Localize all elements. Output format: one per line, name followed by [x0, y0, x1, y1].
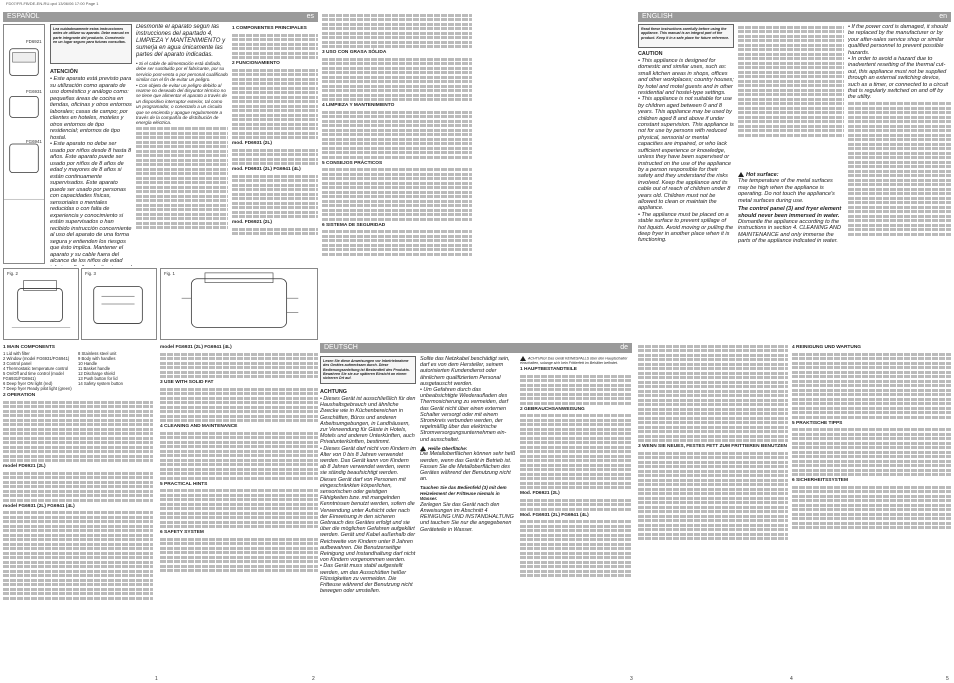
figure-1-label: Fig. 1 [164, 271, 175, 276]
en-column-3 [638, 48, 734, 338]
document-header-line: FD07/FR-FB/DE-EN-RU.qxd 13/06/06 17:00 Page 1 [6, 1, 99, 6]
component-6: 6 Deep fryer ON light (red) [3, 381, 53, 386]
hot-text: The temperature of the metal surfaces may be high when the appliance is operating. Do not touch the appliance's metal surfaces during use. [738, 178, 835, 204]
de-components-heading: 1 HAUPTBESTANDTEILE [520, 367, 577, 373]
component-14: 14 Safety system button [78, 381, 123, 386]
atencion-text: • Este aparato está previsto para su utilización como aparato de uso doméstico y análogo como: pequeñas áreas de cocina en tiendas, oficinas y otros entornos laborales; casas de campo; por clientes en hoteles, moteles y otros entornos de tipo residencial; entornos de tipo hostal. • Este aparato no debe ser usado por niños desde 8 hasta 8 años. Este aparato puede ser usado por niños de 8 años de edad y mayores de 8 años si están continuamente supervisados. Este aparato puede ser usado por personas con capacidades físicas, sensoriales o mentales reducidas o con falta de experiencia y conocimiento si están supervisados o han recibido instrucción concerniente al uso del aparato de una forma segura y entienden los riesgos que ésto implica. Mantener el aparato y su cable fuera del alcance de los niños de edad [50, 76, 132, 264]
component-5: 5 On/Off and time control (model FG6931/FG6941) [3, 371, 64, 381]
component-3: 3 Control panel [3, 361, 32, 366]
de-column-4 [638, 343, 788, 681]
mid-text: • Si el cable de alimentación está dañado, debe ser sustituido por el fabricante, por su servicio post-venta o por personal cualificado similar con el fin de evitar un peligro. • Con objeto de evitar un peligro debido al rearme no deseado del disyuntor térmico no se tiene que alimentar el aparato a través de un dispositivo interruptor exterior, tal como un programador, o conectarlo a un circuito que se encienda y apague regularmente a través de la compañía de distribución de energía eléctrica. [136, 61, 228, 126]
caution-text: • This appliance is designed for domestic and similar uses, such as: small kitchen areas in shops, offices and other workplaces; country houses; by hotel and motel guests and in other residential and hostel-type settings. • This appliance is not suitable for use by children aged between 0 and 8 years. This appliance may be used by children aged 8 and above if under constant supervision. This appliance is not for use by persons with reduced physical, sensorial or mental capacities are impaired, or who lack sufficient experience or knowledge, unless they have been supervised or instructed on the use of the appliance by a person responsible for their safety and they understand the risks involved. Keep the appliance and its cable out of reach of children under 8 years old. Children must not be allowed to clean or maintain the appliance. • The appliance must be placed on a stable surface to prevent spillage of hot liquids. Avoid moving or pulling the deep fryer in another place when it is functioning. [638, 58, 734, 244]
section-header-espanol [3, 12, 318, 22]
figure-2-label: Fig. 2 [7, 271, 18, 276]
mid-big-text: Desmonte el aparato según las instrucciones del apartado 4, LIMPIEZA Y MANTENIMIENTO y sumerja en agua únicamente las partes del aparato indicadas. [136, 24, 226, 58]
model-label-3: FG6941 [26, 139, 42, 144]
en-column-top-mid [738, 24, 844, 170]
component-12: 12 Discharge shield [78, 371, 115, 376]
clean-heading: 4 LIMPIEZA Y MANTENIMIENTO [322, 103, 395, 108]
page-number-1: 1 [155, 676, 158, 682]
en-components-heading: 1 MAIN COMPONENTS [3, 345, 55, 350]
component-9: 9 Body with handles [78, 356, 116, 361]
en-language-label: ENGLISH [642, 13, 673, 20]
de-model-2-heading: Mod. FG6931 (2L) FG6941 (4L) [520, 512, 589, 518]
achtung-text: • Dieses Gerät ist ausschließlich für den Haushaltsgebrauch und ähnliche Zwecke wie in Küchenbereichen in Geschäften, Büros und anderen Arbeitsumgebungen, in Landhäusern, zur Verwendung für Gäste in Hotels, Motels und anderen Unterkünften, auch Privatunterkünften, bestimmt. • Dieses Gerät darf nicht von Kindern im Alter von 0 bis 8 Jahren verwendet werden. Das Gerät kann von Kindern ab 8 Jahren verwendet werden, wenn sie ständig beaufsichtigt werden. Dieses Gerät darf von Personen mit eingeschränkten körperlichen, sensorischen oder geistigen Fähigkeiten bzw. mit mangelnden Kenntnissen benutzt werden, sofern die Verwendung unter Aufsicht oder nach der Einweisung in den sicheren Gebrauch des Gerätes erfolgt und sie über die möglichen Gefahren aufgeklärt werden. Gerät und Kabel außerhalb der Reichweite von Kindern unter 8 Jahren aufbewahren. Die Benutzerseitige Reinigung und Instandhaltung darf nicht von Kindern vorgenommen werden. • Das Gerät muss stabil aufgestellt werden, um das Ausschütten heißer Flüssigkeiten zu vermeiden. Die Fritteuse während der Benutzung nicht bewegen oder umstellen. [320, 396, 416, 595]
usage-heading: 2 FUNCIONAMIENTO [232, 61, 280, 66]
component-13: 13 Push button for lid [78, 376, 118, 381]
control-panel-text: The control panel (3) and fryer element should never been immersed in water. [738, 206, 842, 219]
en-intro-text: Read these instructions carefully before using the appliance. This manual is an integral part of the product. Keep it in a safe place for future reference. [641, 27, 730, 40]
components-heading: 1 COMPONENTES PRINCIPALES [232, 26, 307, 31]
power-cord-text: • If the power cord is damaged, it should be replaced by the manufacturer or by your after-sales service shop or similar qualified personnel to prevent possible hazards. • In order to avoid a hazard due to inadvertent resetting of the thermal cut-out, this appliance must not be supplied through an external switching device, such as a timer, or connected to a circuit that is regularly switched on and off by the utility. [848, 24, 949, 101]
en-tips-heading: 5 PRACTICAL HINTS [160, 481, 208, 487]
figure-1-drawing [161, 269, 317, 339]
de-tips-heading: 5 PRAKTISCHE TIPPS [792, 420, 843, 426]
hot-heading: Hot surface: [738, 172, 844, 178]
component-1: 1 Lid with filter [3, 351, 30, 356]
page-number-4: 4 [790, 676, 793, 682]
component-11: 11 Basket handle [78, 366, 111, 371]
de-column-1 [320, 386, 416, 681]
heisse-text: Die Metalloberflächen können sehr heiß werden, wenn das Gerät in Betrieb ist. Fassen Sie die Metalloberflächen des Gerätes während der Benutzung nicht an. [420, 451, 516, 483]
de-intro-text: Lesen Sie diese Anweisungen vor Inbetriebnahme des Gerätes aufmerksam durch. Diese Bedienungsanleitung ist Bestandteil des Produkts. Bewahren Sie sie zur späteren Einsicht an einem sicheren Ort auf. [323, 359, 410, 381]
fryer-illustration-panel [3, 24, 45, 264]
intro-box-es [50, 24, 132, 64]
safety-heading: 6 SISTEMA DE SEGURIDAD [322, 222, 386, 228]
model-label-1: FD6921 [26, 39, 42, 44]
page-number-5: 5 [946, 676, 949, 682]
intro-text: Lea cuidadosamente estas instrucciones antes de utilizar su aparato. Debe manual en parte integrante del producto. Consérvelo en un lugar seguro para futuras consultas. [53, 27, 129, 44]
fryer-drawing [4, 25, 44, 263]
intro-box-en [638, 24, 734, 48]
de-solid-heading: 3 WENN SIE NEUES, FESTES FETT ZUM FRITTIEREN BENUTZEN [638, 444, 787, 449]
zerlegen-text: Zerlegen Sie das Gerät nach den Anweisungen im Abschnitt 4 REINIGUNG UND INSTANDHALTUNG und tauchen Sie nur die angegebenen Geräteteile in Wasser. [420, 501, 514, 533]
de-clean-heading: 4 REINIGUNG UND WARTUNG [792, 345, 862, 350]
component-10: 10 Handle [78, 361, 98, 366]
solid-heading: 3 USO CON GRASA SÓLIDA [322, 50, 387, 55]
en-column-1 [3, 343, 153, 681]
figure-1 [160, 268, 318, 340]
mid-text-de: Sollte das Netzkabel beschädigt sein, darf es von dem Hersteller, seinem autorisierten Kundendienst oder ähnlichem qualifiziertem Personal ausgetauscht werden. • Um Gefahren durch das unbeabsichtigte Wiederaufladen des Thermosicherung zu vermeiden, darf das Gerät nicht über einen externen Schalter versorgt oder mit einem Stromkreis verbunden werden, der regelmäßig über das elektrische Stromversorgungsunternehmen ein- und ausschaltet. [420, 356, 510, 443]
en-column-2 [160, 343, 318, 681]
section-header-deutsch [320, 343, 632, 353]
es-column-2 [136, 24, 228, 274]
en-model-1-heading: model FD6921 (2L) [3, 464, 46, 469]
en-model-1b-heading: model FG6931 (2L) FG6941 (4L) [160, 345, 232, 350]
page-number-3: 3 [630, 676, 633, 682]
en-language-code: en [939, 13, 947, 20]
es-column-3 [232, 24, 318, 274]
en-column-4 [848, 24, 951, 340]
heisse-heading: Heiße Oberfläche: [420, 446, 516, 452]
en-operation-heading: 2 OPERATION [3, 393, 36, 398]
model-label-2: FG6931 [26, 89, 42, 94]
de-safety-heading: 6 SICHERHEITSSYSTEM [792, 478, 848, 483]
en-column-hot [738, 172, 844, 342]
de-language-label: DEUTSCH [324, 344, 358, 351]
en-solid-heading: 3 USE WITH SOLID FAT [160, 380, 214, 385]
de-column-5 [792, 343, 951, 681]
intro-box-de [320, 356, 416, 384]
model-heading-3: mod. FD6931 (2L) FG6941 (4L) [232, 167, 301, 172]
caution-heading: CAUTION [638, 51, 663, 57]
section-header-english [638, 12, 951, 22]
en-clean-heading: 4 CLEANING AND MAINTENANCE [160, 424, 238, 429]
de-column-3 [520, 356, 632, 681]
model-heading-1: mod. FD6931 (2L) [232, 141, 272, 146]
hot-surface-icon [738, 172, 744, 177]
component-4: 4 Thermostatic temperature control [3, 366, 69, 371]
es-column-1 [50, 66, 132, 266]
tips-heading: 5 CONSEJOS PRÁCTICOS [322, 160, 383, 166]
es-column-4 [322, 12, 472, 274]
de-achtung-note: ACHTUNG! Das Gerät KEINESFALLS über den Hauptschalter einschalten, solange sich kein Frittierfett im Behälter befindet. [520, 356, 628, 365]
atencion-heading: ATENCIÓN [50, 69, 78, 75]
de-column-2 [420, 356, 516, 681]
achtung-heading: ACHTUNG [320, 389, 347, 395]
language-label: ESPAÑOL [7, 13, 40, 20]
en-safety-heading: 6 SAFETY SYSTEM [160, 530, 204, 535]
component-2: 2 Window (model FG6931/FG6941) [3, 356, 70, 361]
component-8: 8 Stainless steel unit [78, 351, 117, 356]
de-language-code: de [620, 344, 628, 351]
de-usage-heading: 2 GEBRAUCHSANWEISUNG [520, 406, 585, 412]
tauchen-text: Tauchen Sie das Bedienfeld (3) mit dem Heizelement der Fritteuse niemals in Wasser. [420, 485, 507, 502]
figure-3-label: Fig. 3 [85, 271, 96, 276]
figure-2-drawing [4, 269, 78, 339]
figure-3-drawing [82, 269, 156, 339]
figure-2 [3, 268, 79, 340]
figure-3 [81, 268, 157, 340]
en-model-2-heading: model FG6931 (2L) FG6941 (4L) [3, 503, 75, 509]
page-number-2: 2 [312, 676, 315, 682]
model-heading-2: mod. FD6921 (2L) [232, 220, 272, 225]
language-code: es [306, 13, 314, 20]
dismantle-text: Dismantle the appliance according to the instructions in section 4. CLEANING AND MAINTENANCE and only immerse the parts of the appliance indicated in water. [738, 218, 842, 245]
component-7: 7 Deep fryer Ready pilot light (green) [3, 386, 72, 391]
de-model-1-heading: Mod. FD6921 (2L) [520, 491, 560, 497]
